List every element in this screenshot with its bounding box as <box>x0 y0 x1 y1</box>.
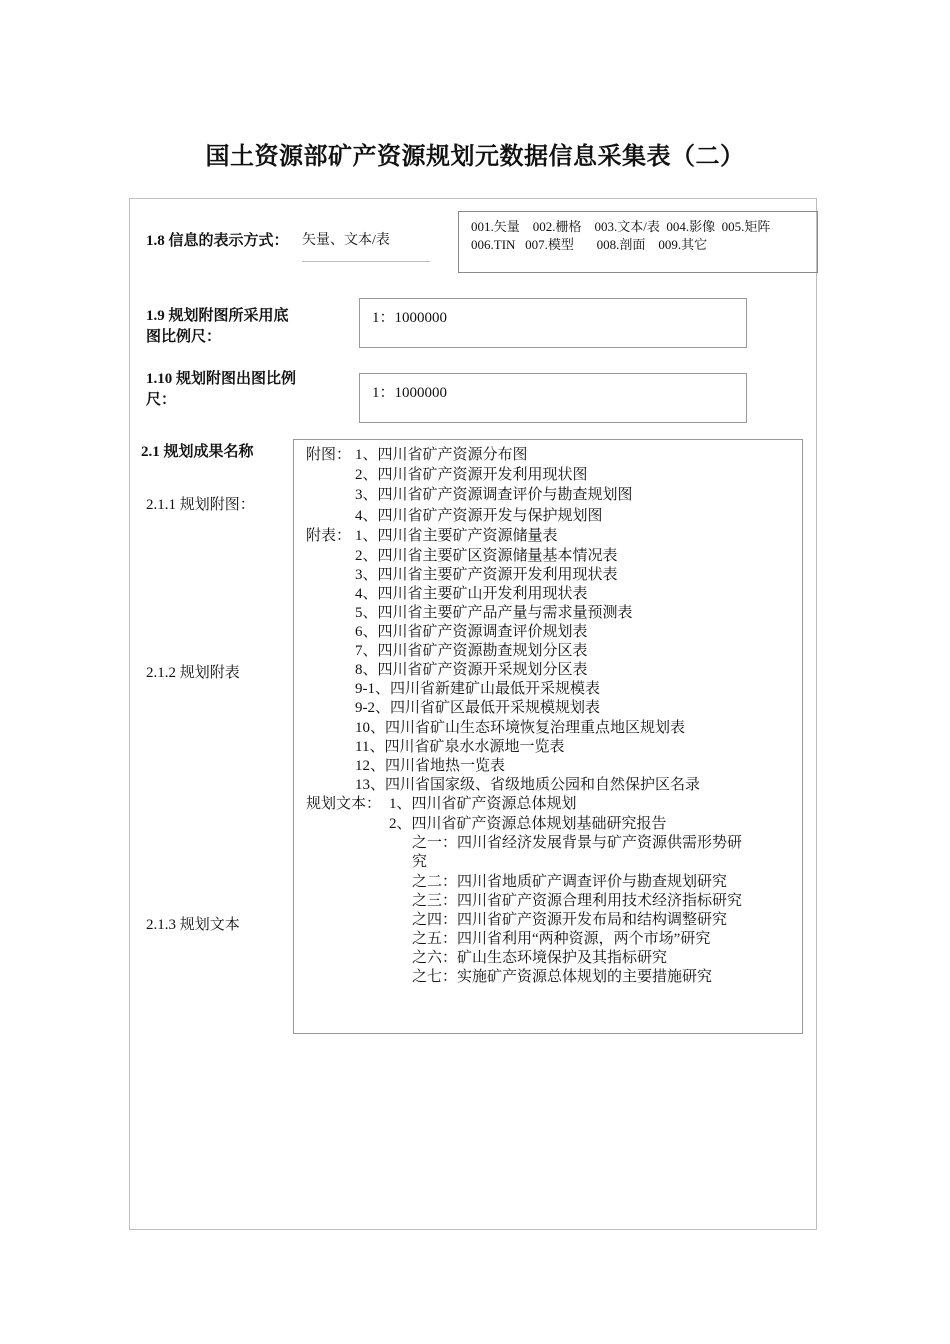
base-scale-field[interactable]: 1：1000000 <box>359 298 747 348</box>
field-label-output-scale <box>146 369 296 411</box>
list-item: 4、四川省矿产资源开发与保护规划图 <box>355 508 603 524</box>
tables-prefix: 附表： <box>306 528 352 544</box>
list-item: 9-2、四川省矿区最低开采规模规划表 <box>355 700 600 716</box>
list-item: 8、四川省矿产资源开采规划分区表 <box>355 662 588 678</box>
label-line: 1.9 规划附图所采用底 <box>146 308 289 324</box>
list-item: 7、四川省矿产资源勘查规划分区表 <box>355 643 588 659</box>
study-item: 之四：四川省矿产资源开发布局和结构调整研究 <box>412 912 728 928</box>
field-label-base-scale <box>146 306 289 348</box>
list-item: 3、四川省主要矿产资源开发利用现状表 <box>355 567 618 583</box>
study-item: 之三：四川省矿产资源合理利用技术经济指标研究 <box>412 893 743 909</box>
list-item: 4、四川省主要矿山开发利用现状表 <box>355 586 588 602</box>
results-list-box <box>293 439 803 1034</box>
text-prefix: 规划文本： <box>306 796 382 812</box>
list-item: 3、四川省矿产资源调查评价与勘查规划图 <box>355 487 633 503</box>
display-mode-codes <box>458 211 818 273</box>
study-item-wrap: 究 <box>412 854 428 870</box>
maps-prefix: 附图： <box>306 447 352 463</box>
list-item: 2、四川省矿产资源开发利用现状图 <box>355 467 588 483</box>
page-title: 国土资源部矿产资源规划元数据信息采集表（二） <box>205 144 745 170</box>
codes-row-2: 006.TIN 007.模型 008.剖面 009.其它 <box>471 237 708 252</box>
study-item: 之五：四川省利用“两种资源，两个市场”研究 <box>412 931 711 947</box>
label-line: 图比例尺： <box>146 329 222 345</box>
list-item: 9-1、四川省新建矿山最低开采规模表 <box>355 681 600 697</box>
list-item: 1、四川省主要矿产资源储量表 <box>355 528 558 544</box>
label-line: 尺： <box>146 392 177 408</box>
codes-row-1: 001.矢量 002.栅格 003.文本/表 004.影像 005.矩阵 <box>471 219 771 234</box>
field-label-display-mode: 1.8 信息的表示方式： <box>146 233 289 249</box>
label-line: 1.10 规划附图出图比例 <box>146 371 297 387</box>
list-item: 12、四川省地热一览表 <box>355 758 506 774</box>
study-item: 之六：矿山生态环境保护及其指标研究 <box>412 950 668 966</box>
sub-label-texts: 2.1.3 规划文本 <box>146 917 240 933</box>
list-item: 2、四川省主要矿区资源储量基本情况表 <box>355 548 618 564</box>
sub-label-maps: 2.1.1 规划附图： <box>146 497 255 513</box>
list-item: 5、四川省主要矿产品产量与需求量预测表 <box>355 605 633 621</box>
list-item: 1、四川省矿产资源分布图 <box>355 447 528 463</box>
list-item: 2、四川省矿产资源总体规划基础研究报告 <box>389 816 667 832</box>
list-item: 6、四川省矿产资源调查评价规划表 <box>355 624 588 640</box>
list-item: 1、四川省矿产资源总体规划 <box>389 796 577 812</box>
study-item: 之七：实施矿产资源总体规划的主要措施研究 <box>412 969 713 985</box>
study-item: 之一：四川省经济发展背景与矿产资源供需形势研 <box>412 835 743 851</box>
output-scale-field[interactable]: 1：1000000 <box>359 373 747 423</box>
display-mode-value[interactable]: 矢量、文本/表 <box>302 231 430 262</box>
list-item: 11、四川省矿泉水水源地一览表 <box>355 739 565 755</box>
list-item: 13、四川省国家级、省级地质公园和自然保护区名录 <box>355 777 701 793</box>
field-label-results-name: 2.1 规划成果名称 <box>141 444 254 460</box>
sub-label-tables: 2.1.2 规划附表 <box>146 665 240 681</box>
study-item: 之二：四川省地质矿产调查评价与勘查规划研究 <box>412 874 728 890</box>
list-item: 10、四川省矿山生态环境恢复治理重点地区规划表 <box>355 720 686 736</box>
